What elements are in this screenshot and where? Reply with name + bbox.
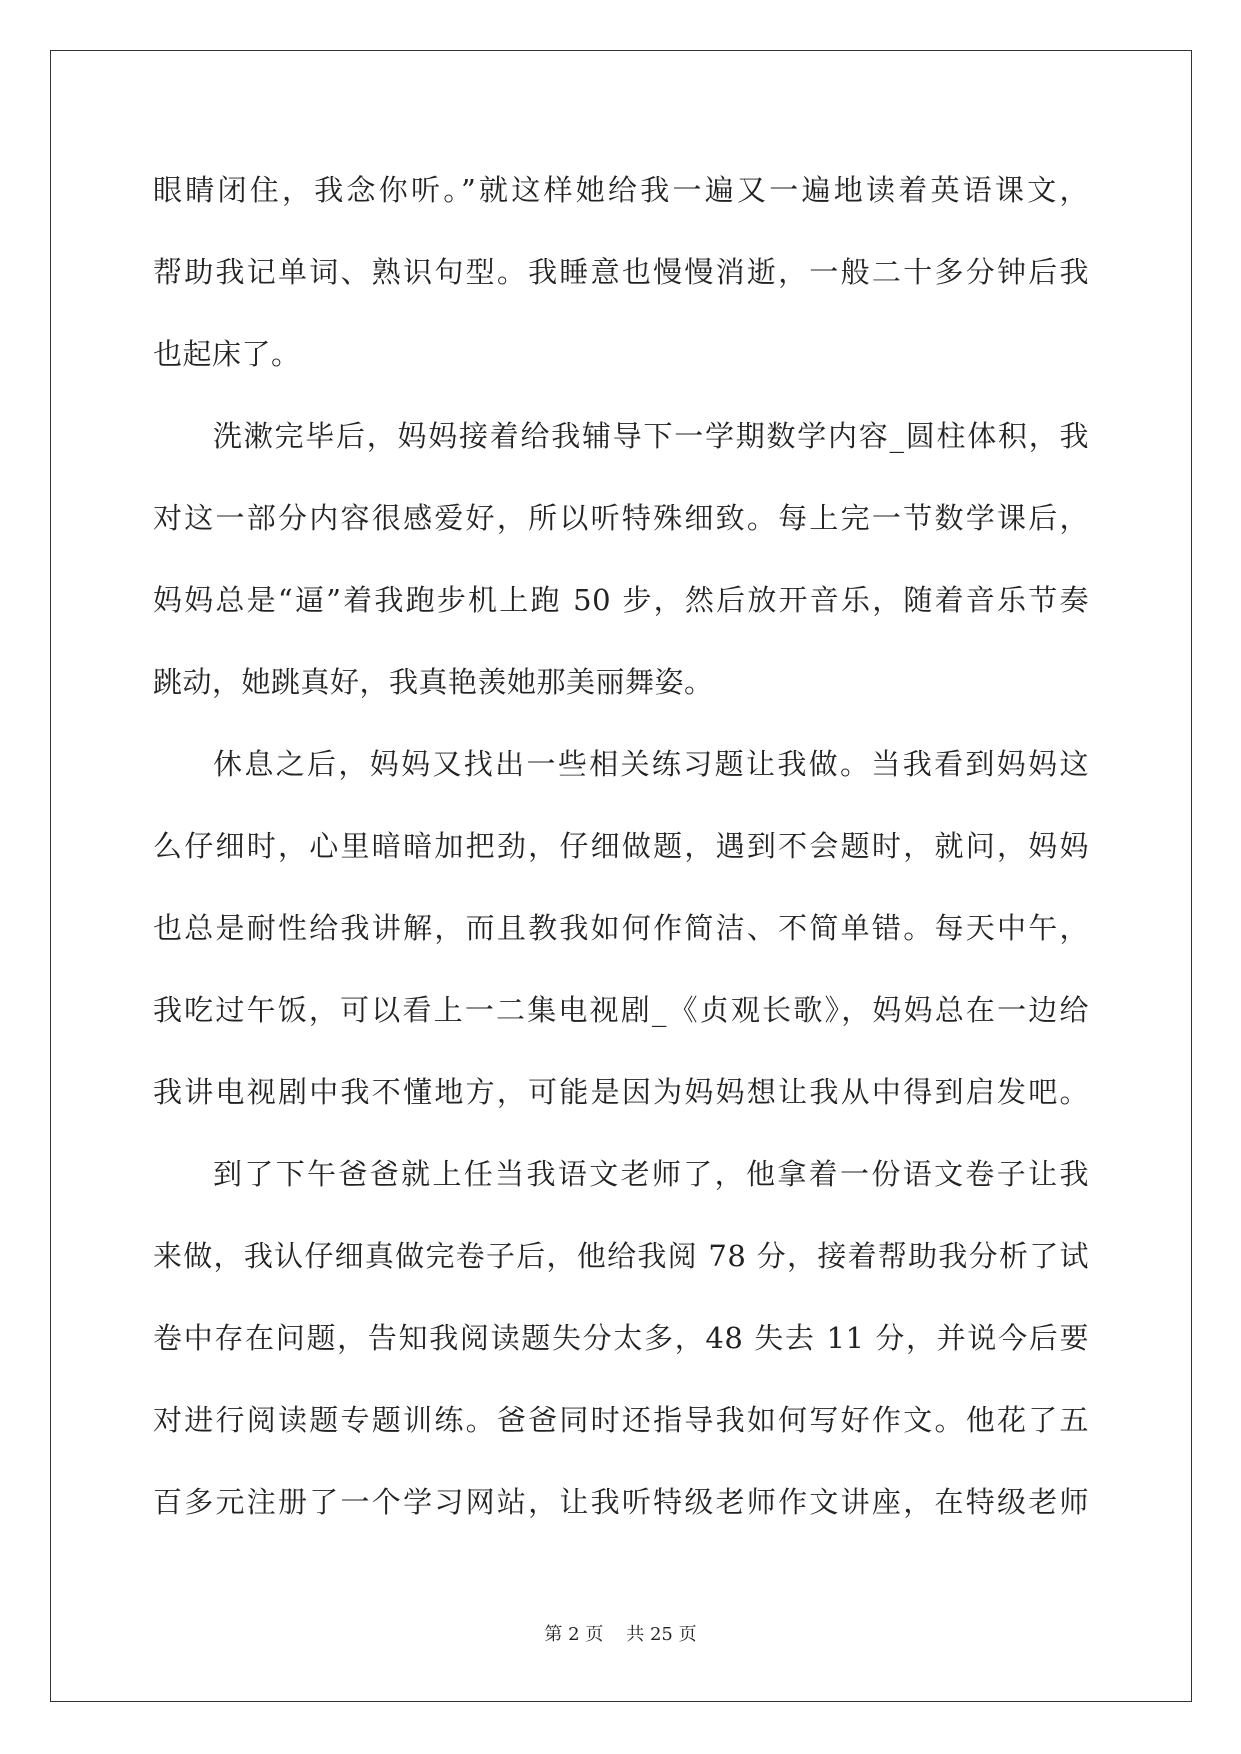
text-line: 我讲电视剧中我不懂地方，可能是因为妈妈想让我从中得到启发吧。 <box>153 1075 1089 1109</box>
text-line: 帮助我记单词、熟识句型。我睡意也慢慢消逝，一般二十多分钟后我 <box>153 255 1089 289</box>
text-line: 来做，我认仔细真做完卷子后，他给我阅 78 分，接着帮助我分析了试 <box>153 1239 1089 1273</box>
text-line: 妈妈总是“逼”着我跑步机上跑 50 步，然后放开音乐，随着音乐节奏 <box>153 583 1089 617</box>
text-line: 百多元注册了一个学习网站，让我听特级老师作文讲座，在特级老师 <box>153 1485 1089 1519</box>
text-line: 么仔细时，心里暗暗加把劲，仔细做题，遇到不会题时，就问，妈妈 <box>153 829 1089 863</box>
total-pages: 共 25 页 <box>626 1624 697 1645</box>
page-footer <box>0 1620 1241 1646</box>
document-body <box>153 161 1089 1555</box>
text-line: 到了下午爸爸就上任当我语文老师了，他拿着一份语文卷子让我 <box>213 1157 1089 1191</box>
text-line: 也起床了。 <box>153 337 301 371</box>
text-line: 对进行阅读题专题训练。爸爸同时还指导我如何写好作文。他花了五 <box>153 1403 1089 1437</box>
text-line: 跳动，她跳真好，我真艳羡她那美丽舞姿。 <box>153 665 714 699</box>
text-line: 对这一部分内容很感爱好，所以听特殊细致。每上完一节数学课后， <box>153 501 1089 535</box>
text-line: 卷中存在问题，告知我阅读题失分太多，48 失去 11 分，并说今后要 <box>153 1321 1089 1355</box>
text-line: 我吃过午饭，可以看上一二集电视剧_《贞观长歌》，妈妈总在一边给 <box>153 993 1089 1027</box>
text-line: 洗漱完毕后，妈妈接着给我辅导下一学期数学内容_圆柱体积，我 <box>213 419 1089 453</box>
text-line: 眼睛闭住，我念你听。”就这样她给我一遍又一遍地读着英语课文， <box>153 173 1089 207</box>
page-number: 第 2 页 <box>544 1624 604 1645</box>
text-line: 也总是耐性给我讲解，而且教我如何作简洁、不简单错。每天中午， <box>153 911 1089 945</box>
text-line: 休息之后，妈妈又找出一些相关练习题让我做。当我看到妈妈这 <box>213 747 1089 781</box>
